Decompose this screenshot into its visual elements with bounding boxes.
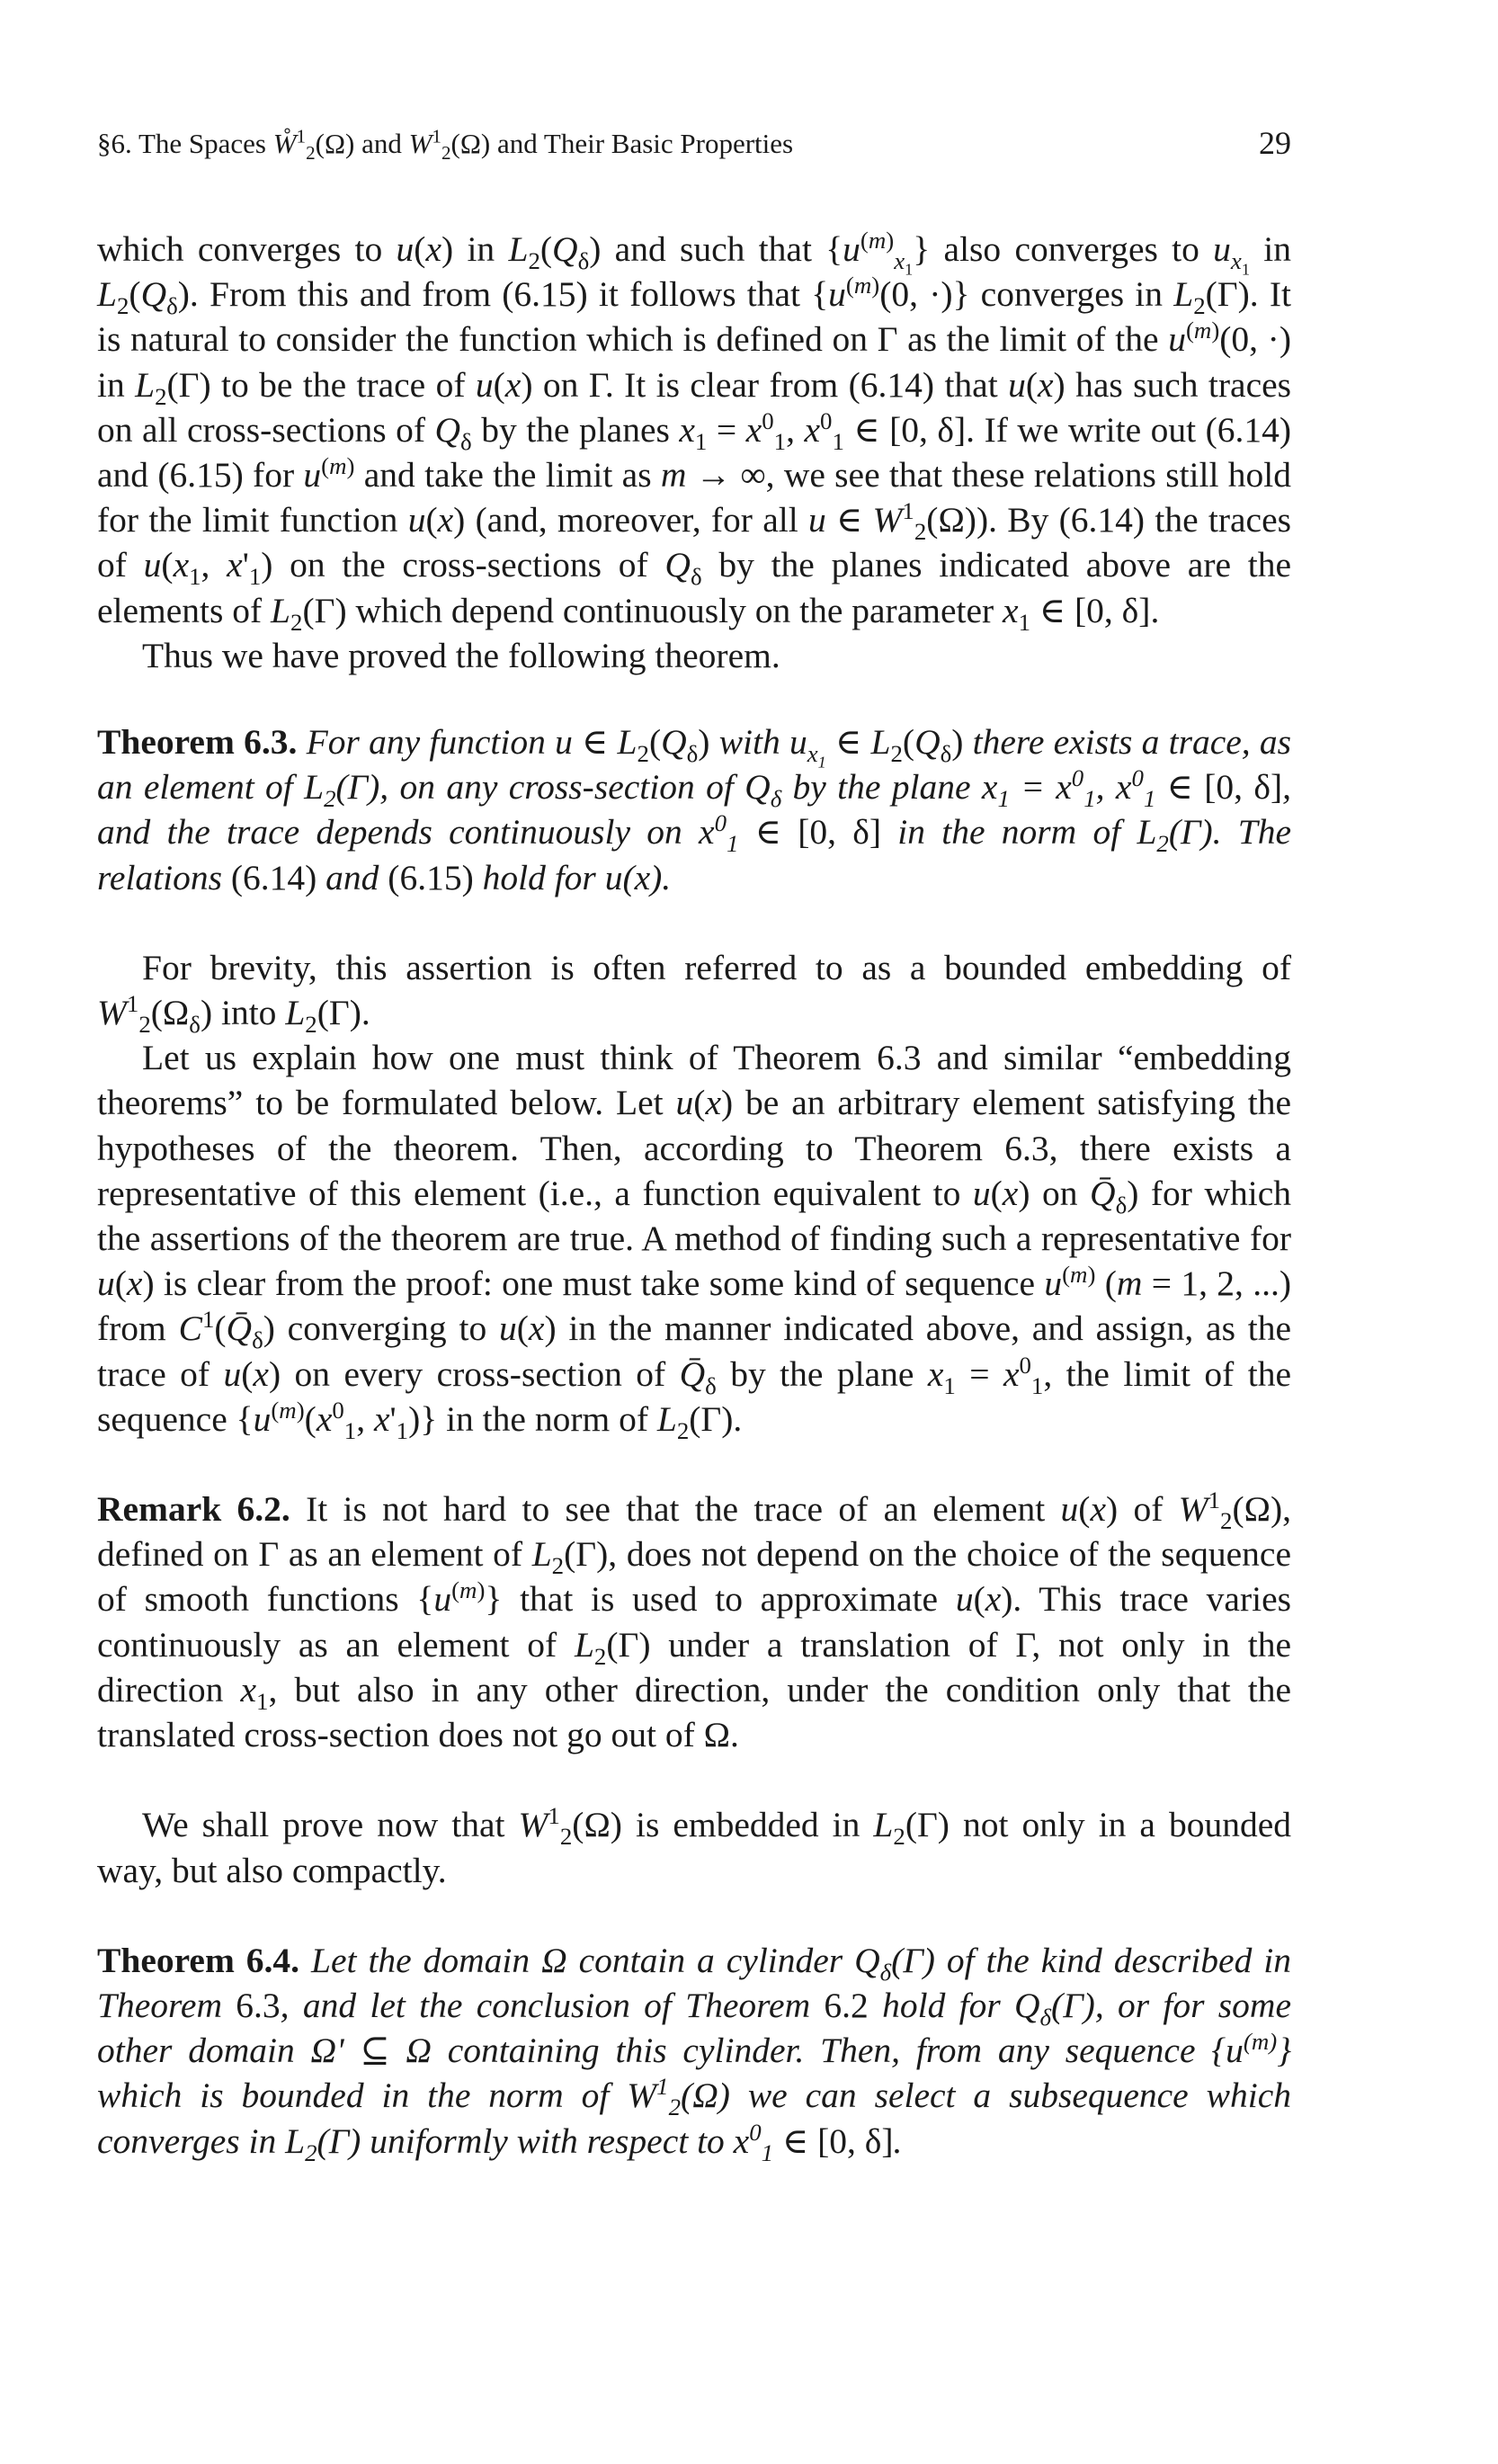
theorem-label: Theorem 6.4. — [97, 1940, 300, 1980]
paragraph: We shall prove now that $W^1_2(\Omega)$ is embedded in $L_2(\Gamma)$ not only in a bounded way, but also compactly. — [97, 1802, 1291, 1890]
remark-label: Remark 6.2. — [97, 1489, 290, 1530]
paragraph: which converges to u(x) in $L_2(Q_\delta)$ and such that $\{u^{(m)}_{x_1}\}$ also converges to $u_{x_1}$ in $L_2(Q_\delta)$. From this and from (6.15) it follows that {$u^{(m)}(0$, ·)} converges in $L_2(\Gamma)$. It is natural to consider the function which is defined on Γ as the limit of the $u^{(m)}(0$, ·) in $L_2(\Gamma)$ to be the trace of u(x) on Γ. It is clear from (6.14) that u(x) has such traces on all cross-sections of $Q_\delta$ by the planes $x_1 = x^0_1$, $x^0_1$ ∈ [0, δ]. If we write out (6.14) and (6.15) for $u^{(m)}$ and take the limit as m → ∞, we see that these relations still hold for the limit function u(x) (and, moreover, for all u ∈ $W^1_2(\Omega)$). By (6.14) the traces of $u(x_1$, $x'_1$) on the cross-sections of $Q_\delta$ by the planes indicated above are the elements of $L_2(\Gamma)$ which depend continuously on the parameter $x_1$ ∈ [0, δ]. — [97, 226, 1292, 636]
theorem-6-3: Theorem 6.3. For any function u ∈ $L_2(Q_\delta)$ with $u_{x_1}$ ∈ $L_2(Q_\delta)$ there exists a trace, as an element of $L_2(\Gamma)$, on any cross-section of $Q_\delta$ by the plane $x_1 = x^0_1$, $x^0_1$ ∈ [0, δ], and the trace depends continuously on $x^0_1$ ∈ [0, δ] in the norm of $L_2(\Gamma)$. The relations (6.14) and (6.15) hold for u(x). — [97, 722, 1292, 897]
page-body — [97, 227, 1291, 2164]
paragraph: Thus we have proved the following theorem. — [142, 635, 780, 675]
remark-6-2: Remark 6.2. It is not hard to see that the trace of an element u(x) of $W^1_2(\Omega)$, defined on Γ as an element of $L_2(\Gamma)$, does not depend on the choice of the sequence of smooth functions $\{u^{(m)}\}$ that is used to approximate u(x). This trace varies continuously as an element of $L_2(\Gamma)$ under a translation of Γ, not only in the direction $x_1$, but also in any other direction, under the condition only that the translated cross-section does not go out of Ω. — [97, 1486, 1291, 1755]
theorem-label: Theorem 6.3. — [97, 722, 298, 763]
running-head-title: §6. The Spaces W̊$^1_2$(Ω) and $W^1_2(\Omega)$ and Their Basic Properties — [97, 125, 794, 165]
running-head — [97, 124, 1291, 169]
page-number: 29 — [1259, 125, 1291, 161]
paragraph: For brevity, this assertion is often referred to as a bounded embedding of $W^1_2(\Omega_\delta)$ into $L_2(\Gamma)$. — [97, 947, 1291, 1038]
theorem-6-4: Theorem 6.4. Let the domain Ω contain a cylinder $Q_\delta(\Gamma)$ of the kind described in Theorem 6.3, and let the conclusion of Theorem 6.2 hold for $Q_\delta(\Gamma)$, or for some other domain Ω' ⊆ Ω containing this cylinder. Then, from any sequence $\{u^{(m)}\}$ which is bounded in the norm of $W^1_2(\Omega)$ we can select a subsequence which converges in $L_2(\Gamma)$ uniformly with respect to $x^0_1$ ∈ [0, δ]. — [97, 1940, 1291, 2166]
paragraph: Let us explain how one must think of Theorem 6.3 and similar “embedding theorems” to be formulated below. Let u(x) be an arbitrary element satisfying the hypotheses of the theorem. Then, according to Theorem 6.3, there exists a representative of this element (i.e., a function equivalent to u(x) on $Q̄_\delta$) for which the assertions of the theorem are true. A method of finding such a representative for u(x) is clear from the proof: one must take some kind of sequence $u^{(m)}$ (m = 1, 2, ...) from $C^1(Q̄_\delta)$ converging to u(x) in the manner indicated above, and assign, as the trace of u(x) on every cross-section of $Q̄_\delta$ by the plane $x_1 = x^0_1$, the limit of the sequence {$u^{(m)}(x^0_1$, $x'_1$)} in the norm of $L_2(\Gamma)$. — [97, 1038, 1292, 1444]
